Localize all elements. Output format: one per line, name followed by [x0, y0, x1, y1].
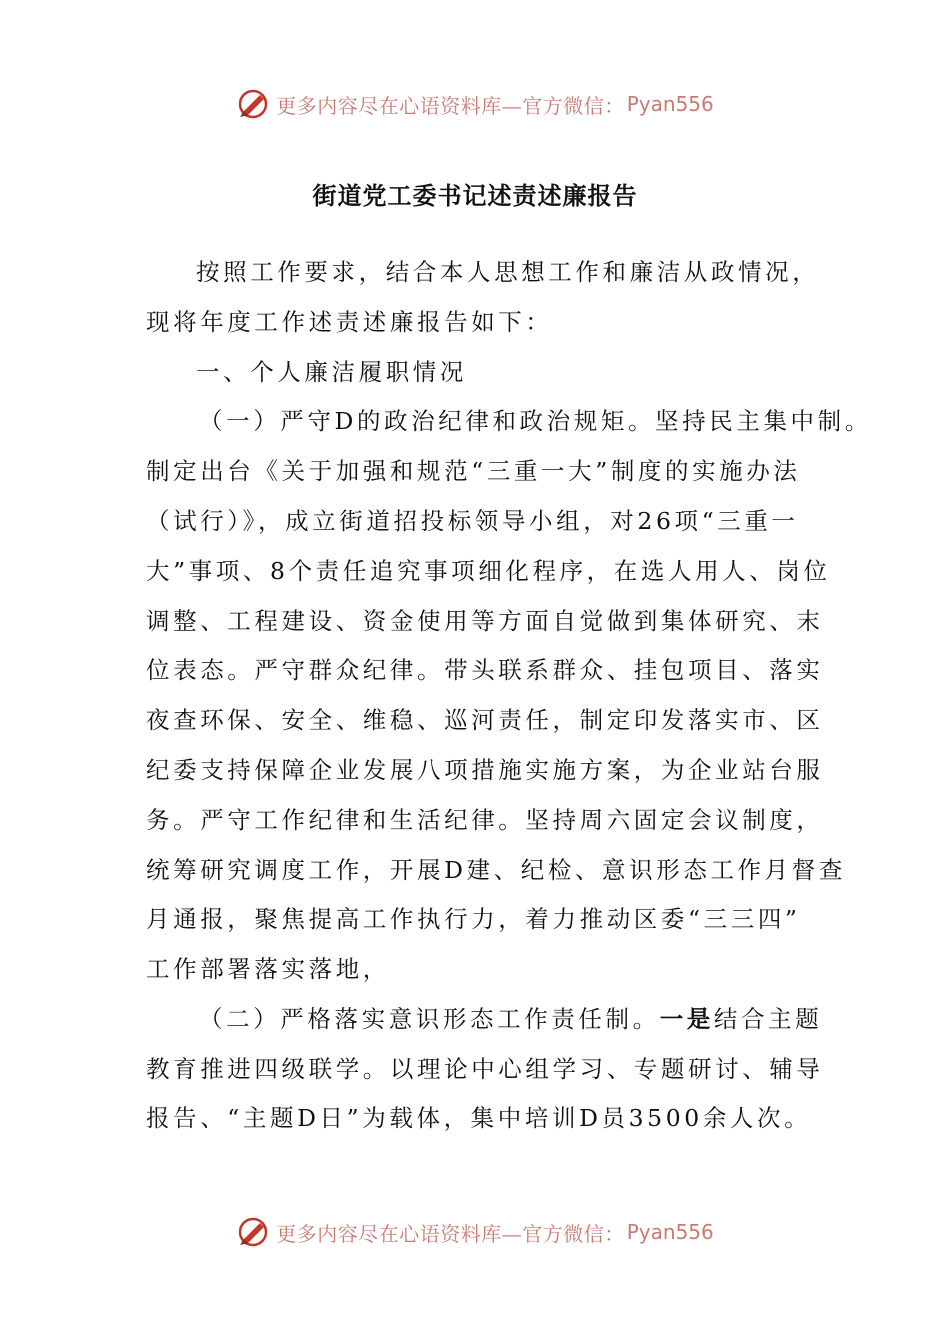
paragraph-line: 月通报，聚焦提高工作执行力，着力推动区委“三三四”: [146, 905, 801, 933]
pen-logo-icon: [236, 87, 270, 121]
watermark-banner-bottom: [0, 1212, 950, 1252]
paragraph-line: 统筹研究调度工作，开展D建、纪检、意识形态工作月督查: [146, 856, 846, 884]
section-heading: 一、个人廉洁履职情况: [196, 358, 467, 386]
emphasis-text: 一是: [659, 1005, 714, 1033]
paragraph-line: 教育推进四级联学。以理论中心组学习、专题研讨、辅导: [146, 1055, 824, 1083]
paragraph-line: 现将年度工作述责述廉报告如下：: [146, 308, 553, 336]
paragraph-text: 结合主题: [713, 1005, 823, 1033]
watermark-text: 更多内容尽在心语资料库—官方微信：: [276, 93, 625, 118]
paragraph-line: 位表态。严守群众纪律。带头联系群众、挂包项目、落实: [146, 656, 824, 684]
paragraph-line: 制定出台《关于加强和规范“三重一大”制度的实施办法: [146, 457, 801, 485]
paragraph-line: 纪委支持保障企业发展八项措施实施方案，为企业站台服: [146, 756, 824, 784]
watermark-banner-top: [0, 84, 950, 124]
watermark-wechat-id: Pyan556: [626, 1220, 714, 1244]
subsection-heading: （二）严格落实意识形态工作责任制。: [199, 1005, 660, 1033]
paragraph-line: （一）严守D的政治纪律和政治规矩。坚持民主集中制。: [199, 407, 872, 435]
paragraph-line: （试行）》，成立街道招投标领导小组，对26项“三重一: [146, 507, 799, 535]
paragraph-line: 工作部署落实落地，: [146, 955, 390, 983]
paragraph-line: [199, 1004, 822, 1034]
document-title: 街道党工委书记述责述廉报告: [312, 181, 638, 210]
paragraph-line: 务。严守工作纪律和生活纪律。坚持周六固定会议制度，: [146, 806, 824, 834]
paragraph-line: 调整、工程建设、资金使用等方面自觉做到集体研究、末: [146, 607, 824, 635]
paragraph-line: 按照工作要求，结合本人思想工作和廉洁从政情况，: [196, 258, 820, 286]
pen-logo-icon: [236, 1215, 270, 1249]
paragraph-line: 夜查环保、安全、维稳、巡河责任，制定印发落实市、区: [146, 706, 824, 734]
paragraph-line: 大”事项、8个责任追究事项细化程序，在选人用人、岗位: [146, 557, 831, 585]
paragraph-line: 报告、“主题D日”为载体，集中培训D员3500余人次。: [146, 1104, 812, 1132]
watermark-wechat-id: Pyan556: [626, 92, 714, 116]
watermark-text: 更多内容尽在心语资料库—官方微信：: [276, 1221, 625, 1246]
